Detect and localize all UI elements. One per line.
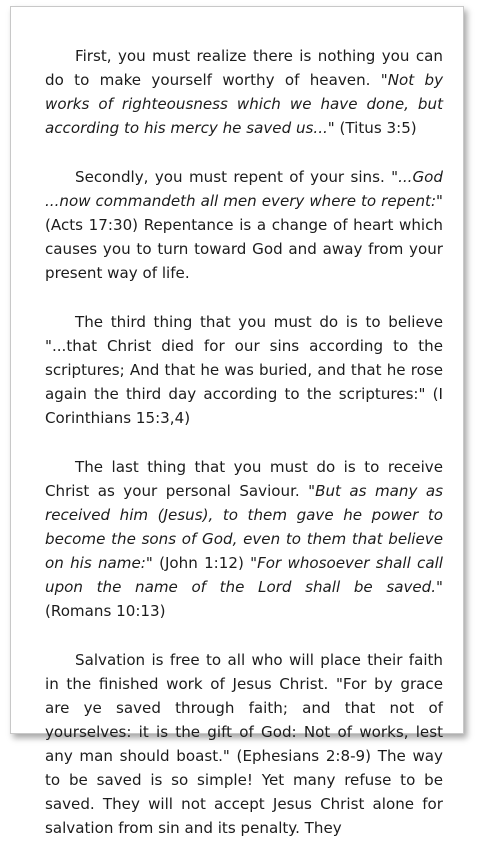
text-segment: Salvation is free to all who will place their faith in the finished work of Jesus Christ. "For by grace are ye saved through faith; and that not of yourselves: it is the gift of God: Not of works, lest any man should boast." (Ephesians 2:8-9) The way to be saved is so simple! Yet many refuse to be saved. They will not accept Jesus Christ alone for salvation from sin and its penalty. They: [45, 651, 443, 837]
scripture-reference: (John 1:12): [152, 554, 251, 572]
paragraph-repent: [45, 165, 443, 285]
page: [10, 6, 464, 837]
scripture-reference: (Titus 3:5): [334, 119, 417, 137]
paragraph-salvation-free: [45, 648, 443, 840]
scripture-reference: (Romans 10:13): [45, 602, 166, 620]
scripture-quote: "For whosoever shall call upon the name of the Lord shall be saved.": [45, 554, 443, 596]
paragraph-believe: [45, 310, 443, 430]
document-body: [45, 44, 443, 865]
scripture-quote: "...God ...now commandeth all men every where to repent:": [45, 168, 443, 210]
text-segment: First, you must realize there is nothing you can do to make yourself worthy of heaven.: [45, 47, 443, 89]
text-segment: The last thing that you must do is to receive Christ as your personal Saviour.: [45, 458, 443, 500]
scripture-quote: "Not by works of righteousness which we have done, but according to his mercy he saved us...": [45, 71, 443, 137]
scripture-quote: "But as many as received him (Jesus), to them gave he power to become the sons of God, even to them that believe on his name:": [45, 482, 443, 572]
paragraph-realize-unworthiness: [45, 44, 443, 140]
text-segment: Secondly, you must repent of your sins.: [75, 168, 392, 186]
paragraph-receive-christ: [45, 455, 443, 623]
text-segment: The third thing that you must do is to believe "...that Christ died for our sins according to the scriptures; And that he was buried, and that he rose again the third day according to the scriptures:" (I Corinthians 15:3,4): [45, 313, 443, 427]
text-segment: (Acts 17:30) Repentance is a change of heart which causes you to turn toward God and away from your present way of life.: [45, 216, 443, 282]
